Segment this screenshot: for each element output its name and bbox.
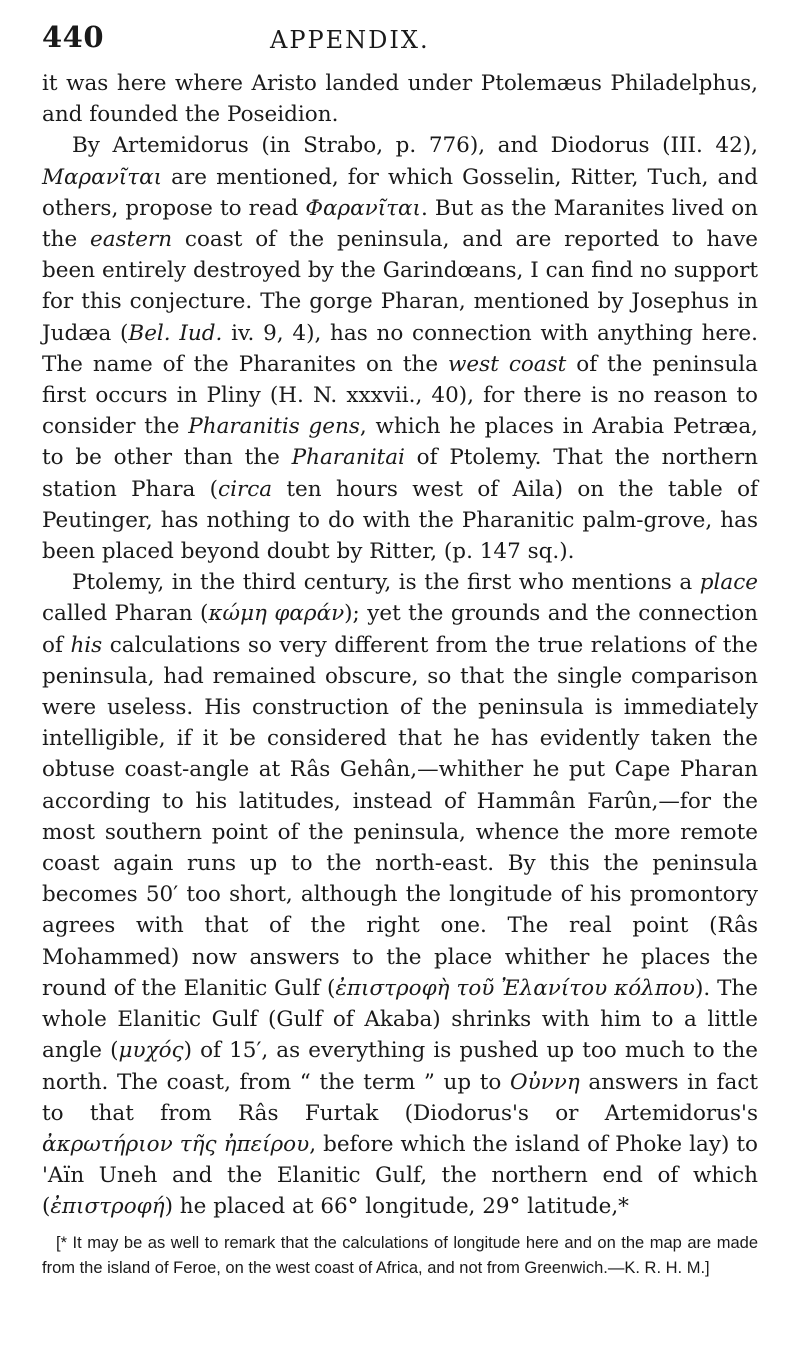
footnote: [* It may be as well to remark that the calculations of longitude here and on the map are made from the island of Feroe, on the west coast of Africa, and not from Greenwich.—K. R. H. M.] [42,1233,758,1277]
text-run: Ptolemy, in the third century, is the first who mentions a [72,570,700,596]
text-run: coast of the peninsula, and are reported to have been entirely destroyed by the Garindœans, I can find no support for this conjecture. The gorge Pharan, mentioned by Josephus in Judæa ( [42,227,758,346]
greek-term: ἀκρωτήριον τῆς ἠπείρου [42,1131,310,1157]
greek-term: Φαρανῖται [305,195,421,221]
text-run: ); yet the grounds and the connection of [42,601,758,658]
text-run: ) of 15′, as everything is pushed up too much to the north. The coast, from “ the term ” up to [42,1038,758,1095]
text-run: answers in fact to that from Râs Furtak (Diodorus's or Artemidorus's [42,1069,758,1126]
greek-term: μυχός [118,1038,184,1064]
text-run: , before which the island of Phoke lay) to 'Aïn Uneh and the Elanitic Gulf, the northern end of which ( [42,1131,758,1220]
italic-text: Bel. Iud. [128,320,223,346]
text-run: it was here where Aristo landed under Ptolemæus Philadelphus, and founded the Poseidion. [42,71,758,128]
text-run: of Ptolemy. That the northern station Phara ( [42,445,758,502]
greek-term: Μαρανῖται [42,164,163,190]
italic-text: place [699,570,758,596]
text-run: are mentioned, for which Gosselin, Ritter, Tuch, and others, propose to read [42,164,758,221]
greek-term: ἐπιστροφή [50,1194,165,1220]
italic-text: eastern [90,227,173,253]
text-run: iv. 9, 4), has no connection with anything here. The name of the Pharanites on the [42,320,758,377]
italic-text: west coast [448,351,567,377]
body-text [42,68,758,1223]
paragraph-2 [42,130,758,567]
text-run: . But as the Maranites lived on the [42,195,758,253]
greek-term: κώμη φαράν [208,601,345,627]
text-run: ). The whole Elanitic Gulf (Gulf of Akaba) shrinks with him to a little angle ( [42,975,758,1064]
book-page [42,20,758,1281]
italic-text: his [70,632,103,658]
text-run: ten hours west of Aila) on the table of Peutinger, has nothing to do with the Pharanitic palm-grove, has been placed beyond doubt by Ritter, (p. 147 sq.). [42,476,758,565]
page-header [42,20,758,68]
text-run: By Artemidorus (in Strabo, p. 776), and Diodorus (III. 42), [72,133,758,159]
italic-text: Pharanitis gens [188,414,360,440]
page-number: 440 [42,20,105,54]
running-head: APPENDIX. [270,26,430,54]
italic-text: Pharanitai [291,445,405,471]
text-run: ) he placed at 66° longitude, 29° latitude,* [164,1194,629,1220]
italic-text: circa [218,476,273,502]
text-run: calculations so very different from the true relations of the peninsula, had remained obscure, so that the single comparison were useless. His construction of the peninsula is immediately intelligible, if it be considered that he has evidently taken the obtuse coast-angle at Râs Gehân,—whither he put Cape Pharan according to his latitudes, instead of Hammân Farûn,—for the most southern point of the peninsula, whence the more remote coast again runs up to the north-east. By this the peninsula becomes 50′ too short, although the longitude of his promontory agrees with that of the right one. The real point (Râs Mohammed) now answers to the place whither he places the round of the Elanitic Gulf ( [42,632,758,1001]
greek-term: ἐπιστροφὴ τοῦ Ἐλανίτου κόλπου [335,975,695,1001]
text-run: called Pharan ( [42,601,209,627]
text-run: , which he places in Arabia Petræa, to be other than the [42,414,758,471]
text-run: of the peninsula first occurs in Pliny (H. N. xxxvii., 40), for there is no reason to consider the [42,351,758,440]
paragraph-1 [42,68,758,130]
greek-term: Οὐννη [510,1069,580,1095]
paragraph-3 [42,567,758,1222]
